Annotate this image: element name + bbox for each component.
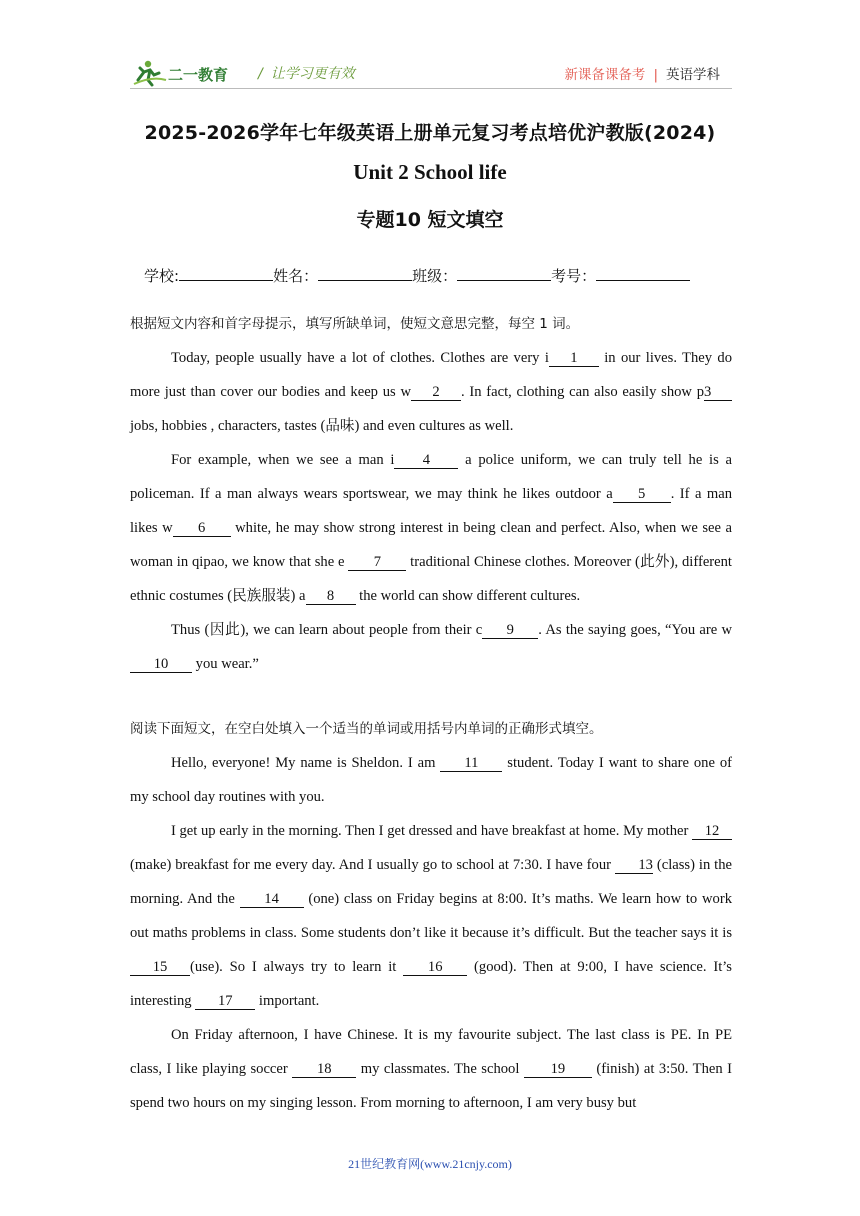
text-run: (make) breakfast for me every day. And I usually go to school at 7:30. I have four: [130, 857, 615, 873]
blank-10[interactable]: 10: [130, 656, 192, 673]
text-run: my classmates. The school: [356, 1061, 524, 1077]
class-label: 班级：: [412, 267, 458, 285]
text-run: Hello, everyone! My name is Sheldon. I am: [171, 755, 441, 771]
name-label: 姓名：: [273, 267, 319, 285]
school-blank[interactable]: [179, 266, 273, 281]
slogan: / 让学习更有效: [258, 66, 355, 82]
text-run: student. Today I want to share one of my school day routines with you.: [130, 755, 732, 805]
section-2-instruction: 阅读下面短文，在空白处填入一个适当的单词或用括号内单词的正确形式填空。: [130, 721, 603, 737]
blank-13[interactable]: 13: [615, 857, 653, 874]
blank-19[interactable]: 19: [524, 1061, 592, 1078]
header-separator: |: [653, 67, 658, 83]
section-1-paragraph-3: [130, 613, 732, 681]
text-run: important.: [255, 993, 320, 1009]
text-run: white, he may show strong interest in being clean and perfect. Also, when we see a woman in qipao, we know that she e: [130, 520, 732, 570]
logo: [132, 58, 242, 88]
section-1-paragraph-1: [130, 341, 732, 443]
page-footer[interactable]: 21世纪教育网(www.21cnjy.com): [348, 1157, 512, 1171]
section-2-paragraph-3: [130, 1018, 732, 1120]
text-run: (class) in the morning. And the: [130, 857, 733, 907]
logo-text: 二一教育: [168, 66, 229, 84]
school-label: 学校:: [144, 267, 180, 285]
text-run: Thus (因此), we can learn about people from their c: [171, 622, 483, 638]
blank-7[interactable]: 7: [348, 554, 406, 571]
header-divider: [130, 88, 732, 89]
section-1-paragraph-2: [130, 443, 732, 613]
text-run: traditional Chinese clothes. Moreover (此外), different ethnic costumes (民族服装) a: [130, 554, 732, 604]
section-2-paragraph-2: [130, 814, 732, 1018]
section-1: [130, 307, 732, 681]
blank-16[interactable]: 16: [403, 959, 467, 976]
name-blank[interactable]: [318, 266, 412, 281]
student-info-row: [144, 265, 690, 286]
text-run: you wear.”: [192, 656, 259, 672]
blank-18[interactable]: 18: [292, 1061, 356, 1078]
text-run: On Friday afternoon, I have Chinese. It is my favourite subject. The last class is PE. In PE class, I like playing soccer: [130, 1027, 732, 1077]
topic-title: 专题10 短文填空: [356, 209, 504, 231]
slogan-text: 让学习更有效: [270, 66, 355, 82]
text-run: the world can show different cultures.: [355, 588, 581, 604]
text-run: For example, when we see a man i: [171, 452, 395, 468]
exam-number-blank[interactable]: [596, 266, 690, 281]
text-run: in our lives. They do more just than cover our bodies and keep us w: [130, 350, 732, 400]
text-run: (one) class on Friday begins at 8:00. It’s maths. We learn how to work out maths problems in class. Some students don’t like it because it’s difficult. But the teacher says it is: [130, 891, 732, 941]
unit-title: Unit 2 School life: [353, 160, 507, 184]
section-1-instruction: 根据短文内容和首字母提示，填写所缺单词，使短文意思完整，每空 1 词。: [130, 316, 580, 332]
blank-6[interactable]: 6: [173, 520, 231, 537]
class-blank[interactable]: [457, 266, 551, 281]
blank-14[interactable]: 14: [240, 891, 304, 908]
blank-2[interactable]: 2: [411, 384, 461, 401]
blank-1[interactable]: 1: [549, 350, 599, 367]
text-run: Today, people usually have a lot of clothes. Clothes are very i: [171, 350, 549, 366]
text-run: (good). Then at 9:00, I have science. It’s interesting: [130, 959, 732, 1009]
text-run: I get up early in the morning. Then I get dressed and have breakfast at home. My mother: [171, 823, 692, 839]
blank-12[interactable]: 12: [692, 823, 732, 840]
blank-5[interactable]: 5: [613, 486, 671, 503]
text-run: . As the saying goes, “You are w: [538, 622, 732, 638]
blank-11[interactable]: 11: [440, 755, 502, 772]
text-run: (finish) at 3:50. Then I spend two hours on my singing lesson. From morning to afternoon, I am very busy but: [130, 1061, 732, 1111]
section-2-paragraph-1: [130, 746, 732, 814]
section-2: [130, 712, 732, 1120]
blank-8[interactable]: 8: [306, 588, 356, 605]
text-run: a police uniform, we can truly tell he is a policeman. If a man always wears sportswear, we may think he likes outdoor a: [130, 452, 732, 502]
blank-17[interactable]: 17: [195, 993, 255, 1010]
text-run: jobs, hobbies , characters, tastes (品味) and even cultures as well.: [130, 418, 514, 434]
blank-4[interactable]: 4: [394, 452, 458, 469]
blank-9[interactable]: 9: [482, 622, 538, 639]
text-run: . In fact, clothing can also easily show p: [460, 384, 704, 400]
blank-3[interactable]: 3: [704, 384, 732, 401]
header-tagline: 新课备课备考: [564, 67, 646, 83]
document-title: 2025-2026学年七年级英语上册单元复习考点培优沪教版(2024): [144, 122, 716, 144]
text-run: (use). So I always try to learn it: [190, 959, 404, 975]
text-run: . If a man likes w: [130, 486, 732, 536]
exam-number-label: 考号：: [551, 267, 597, 285]
blank-15[interactable]: 15: [130, 959, 190, 976]
header-right: [564, 63, 720, 83]
header-subject: 英语学科: [666, 67, 720, 83]
